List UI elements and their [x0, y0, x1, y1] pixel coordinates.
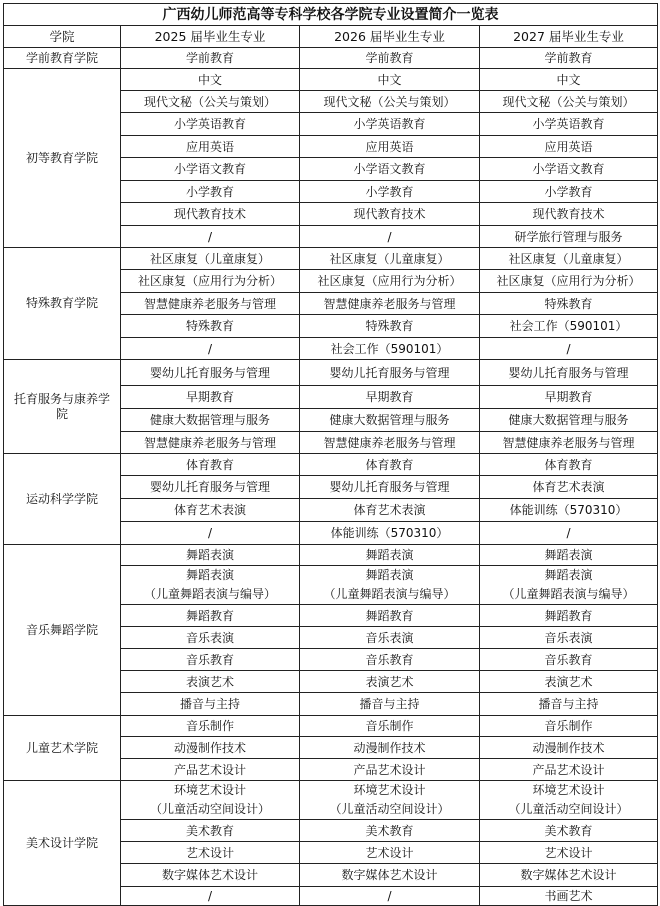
- major-cell-2026: 舞蹈教育: [300, 605, 480, 627]
- major-cell-2027: 体能训练（570310）: [480, 499, 658, 522]
- major-cell-2026: 健康大数据管理与服务: [300, 409, 480, 432]
- college-name: 美术设计学院: [4, 781, 121, 906]
- major-cell-line: （儿童活动空间设计）: [149, 802, 270, 816]
- college-name: 初等教育学院: [4, 69, 121, 248]
- major-cell-2025: 现代文秘（公关与策划）: [121, 91, 300, 113]
- major-cell-2027: 小学教育: [480, 181, 658, 203]
- major-cell-2025: 音乐教育: [121, 649, 300, 671]
- table-row: [4, 248, 658, 270]
- major-cell-2026: 体能训练（570310）: [300, 522, 480, 545]
- major-cell-2026: 中文: [300, 69, 480, 91]
- major-cell-2026: 舞蹈表演: [300, 545, 480, 566]
- major-cell-2026: 音乐制作: [300, 716, 480, 737]
- table-row: [4, 48, 658, 69]
- major-cell-2025: 体育教育: [121, 454, 300, 476]
- major-cell-2026: 小学英语教育: [300, 113, 480, 136]
- major-cell-line: （儿童活动空间设计）: [508, 802, 629, 816]
- major-cell-2025: 社区康复（应用行为分析）: [121, 270, 300, 293]
- major-cell-2025: 体育艺术表演: [121, 499, 300, 522]
- major-cell-2026: 体育教育: [300, 454, 480, 476]
- major-cell-2025: 社区康复（儿童康复）: [121, 248, 300, 270]
- majors-table: [3, 3, 658, 906]
- major-cell-2027: [480, 566, 658, 605]
- major-cell-2026: 体育艺术表演: [300, 499, 480, 522]
- table-row: [4, 454, 658, 476]
- header-2026: 2026 届毕业生专业: [300, 26, 480, 48]
- header-college: 学院: [4, 26, 121, 48]
- major-cell-2025: 特殊教育: [121, 315, 300, 338]
- college-name: 托育服务与康养学院: [4, 360, 121, 454]
- major-cell-2026: 婴幼儿托育服务与管理: [300, 360, 480, 386]
- major-cell-2025: 智慧健康养老服务与管理: [121, 432, 300, 454]
- major-cell-2027: 健康大数据管理与服务: [480, 409, 658, 432]
- major-cell-2027: 特殊教育: [480, 293, 658, 315]
- major-cell-2027: 音乐表演: [480, 627, 658, 649]
- major-cell-2025: /: [121, 887, 300, 906]
- major-cell-line: 舞蹈表演: [365, 568, 414, 582]
- header-2027: 2027 届毕业生专业: [480, 26, 658, 48]
- major-cell-2027: 应用英语: [480, 136, 658, 158]
- major-cell-2027: /: [480, 522, 658, 545]
- major-cell-2027: 小学英语教育: [480, 113, 658, 136]
- major-cell-2026: 应用英语: [300, 136, 480, 158]
- major-cell-line: 环境艺术设计: [353, 783, 426, 797]
- major-cell-line: （儿童舞蹈表演与编导）: [323, 587, 456, 601]
- college-name: 特殊教育学院: [4, 248, 121, 360]
- major-cell-2026: 社会工作（590101）: [300, 338, 480, 360]
- major-cell-2027: 体育教育: [480, 454, 658, 476]
- major-cell-2025: 中文: [121, 69, 300, 91]
- major-cell-2026: 动漫制作技术: [300, 737, 480, 759]
- major-cell-2026: [300, 781, 480, 820]
- major-cell-2025: [121, 566, 300, 605]
- major-cell-2027: 书画艺术: [480, 887, 658, 906]
- major-cell-2026: 社区康复（儿童康复）: [300, 248, 480, 270]
- table-row: [4, 716, 658, 737]
- major-cell-2026: /: [300, 887, 480, 906]
- major-cell-2025: 舞蹈教育: [121, 605, 300, 627]
- table-row: [4, 545, 658, 566]
- major-cell-2027: 艺术设计: [480, 842, 658, 864]
- major-cell-2027: /: [480, 338, 658, 360]
- major-cell-2025: 小学英语教育: [121, 113, 300, 136]
- major-cell-2026: 小学教育: [300, 181, 480, 203]
- college-name: 音乐舞蹈学院: [4, 545, 121, 716]
- major-cell-2027: 播音与主持: [480, 693, 658, 716]
- major-cell-2026: 表演艺术: [300, 671, 480, 693]
- major-cell-2027: 智慧健康养老服务与管理: [480, 432, 658, 454]
- major-cell-2025: 产品艺术设计: [121, 759, 300, 781]
- major-cell-2027: 现代教育技术: [480, 203, 658, 226]
- major-cell-2027: 舞蹈教育: [480, 605, 658, 627]
- table-row: [4, 781, 658, 820]
- major-cell-2025: 表演艺术: [121, 671, 300, 693]
- major-cell-2025: /: [121, 522, 300, 545]
- major-cell-2025: 婴幼儿托育服务与管理: [121, 476, 300, 499]
- major-cell-2027: [480, 781, 658, 820]
- major-cell-line: 舞蹈表演: [544, 568, 593, 582]
- major-cell-2026: 音乐表演: [300, 627, 480, 649]
- major-cell-2026: 现代教育技术: [300, 203, 480, 226]
- major-cell-2026: 社区康复（应用行为分析）: [300, 270, 480, 293]
- table-title: 广西幼儿师范高等专科学校各学院专业设置简介一览表: [4, 4, 658, 26]
- major-cell-2026: 音乐教育: [300, 649, 480, 671]
- major-cell-2026: 智慧健康养老服务与管理: [300, 293, 480, 315]
- major-cell-2026: 特殊教育: [300, 315, 480, 338]
- major-cell-2026: 美术教育: [300, 820, 480, 842]
- major-cell-2026: /: [300, 226, 480, 248]
- major-cell-2026: 产品艺术设计: [300, 759, 480, 781]
- table-body: [4, 48, 658, 906]
- major-cell-2026: 婴幼儿托育服务与管理: [300, 476, 480, 499]
- major-cell-2025: [121, 781, 300, 820]
- major-cell-2025: 舞蹈表演: [121, 545, 300, 566]
- major-cell-2027: 体育艺术表演: [480, 476, 658, 499]
- major-cell-2025: 播音与主持: [121, 693, 300, 716]
- major-cell-2025: 智慧健康养老服务与管理: [121, 293, 300, 315]
- major-cell-line: 舞蹈表演: [185, 568, 234, 582]
- major-cell-2025: 早期教育: [121, 386, 300, 409]
- major-cell-2025: 音乐制作: [121, 716, 300, 737]
- major-cell-2027: 学前教育: [480, 48, 658, 69]
- major-cell-2025: 健康大数据管理与服务: [121, 409, 300, 432]
- major-cell-2025: 小学教育: [121, 181, 300, 203]
- major-cell-2027: 现代文秘（公关与策划）: [480, 91, 658, 113]
- major-cell-2025: 动漫制作技术: [121, 737, 300, 759]
- major-cell-2026: 小学语文教育: [300, 158, 480, 181]
- major-cell-2025: 现代教育技术: [121, 203, 300, 226]
- college-name: 运动科学学院: [4, 454, 121, 545]
- major-cell-2025: 小学语文教育: [121, 158, 300, 181]
- major-cell-2027: 数字媒体艺术设计: [480, 864, 658, 887]
- major-cell-2027: 中文: [480, 69, 658, 91]
- major-cell-2027: 音乐制作: [480, 716, 658, 737]
- major-cell-2025: 数字媒体艺术设计: [121, 864, 300, 887]
- major-cell-line: （儿童舞蹈表演与编导）: [502, 587, 635, 601]
- major-cell-line: （儿童活动空间设计）: [329, 802, 450, 816]
- major-cell-2027: 社区康复（应用行为分析）: [480, 270, 658, 293]
- major-cell-2027: 研学旅行管理与服务: [480, 226, 658, 248]
- major-cell-2027: 美术教育: [480, 820, 658, 842]
- major-cell-2025: 学前教育: [121, 48, 300, 69]
- major-cell-2026: 播音与主持: [300, 693, 480, 716]
- major-cell-2026: 数字媒体艺术设计: [300, 864, 480, 887]
- major-cell-2026: 学前教育: [300, 48, 480, 69]
- major-cell-2025: 应用英语: [121, 136, 300, 158]
- college-name: 儿童艺术学院: [4, 716, 121, 781]
- major-cell-2026: 艺术设计: [300, 842, 480, 864]
- major-cell-2025: 艺术设计: [121, 842, 300, 864]
- major-cell-2026: 智慧健康养老服务与管理: [300, 432, 480, 454]
- major-cell-line: 环境艺术设计: [173, 783, 246, 797]
- major-cell-2027: 小学语文教育: [480, 158, 658, 181]
- major-cell-2027: 舞蹈表演: [480, 545, 658, 566]
- table-row: [4, 69, 658, 91]
- major-cell-2027: 音乐教育: [480, 649, 658, 671]
- major-cell-2027: 社会工作（590101）: [480, 315, 658, 338]
- major-cell-2027: 社区康复（儿童康复）: [480, 248, 658, 270]
- major-cell-2025: /: [121, 226, 300, 248]
- major-cell-line: （儿童舞蹈表演与编导）: [143, 587, 276, 601]
- major-cell-2025: 音乐表演: [121, 627, 300, 649]
- major-cell-2025: /: [121, 338, 300, 360]
- college-name: 学前教育学院: [4, 48, 121, 69]
- major-cell-2027: 动漫制作技术: [480, 737, 658, 759]
- major-cell-2027: 婴幼儿托育服务与管理: [480, 360, 658, 386]
- major-cell-2026: 现代文秘（公关与策划）: [300, 91, 480, 113]
- header-2025: 2025 届毕业生专业: [121, 26, 300, 48]
- major-cell-2026: [300, 566, 480, 605]
- major-cell-line: 环境艺术设计: [532, 783, 605, 797]
- major-cell-2027: 产品艺术设计: [480, 759, 658, 781]
- major-cell-2026: 早期教育: [300, 386, 480, 409]
- major-cell-2025: 婴幼儿托育服务与管理: [121, 360, 300, 386]
- major-cell-2027: 早期教育: [480, 386, 658, 409]
- major-cell-2025: 美术教育: [121, 820, 300, 842]
- major-cell-2027: 表演艺术: [480, 671, 658, 693]
- table-row: [4, 360, 658, 386]
